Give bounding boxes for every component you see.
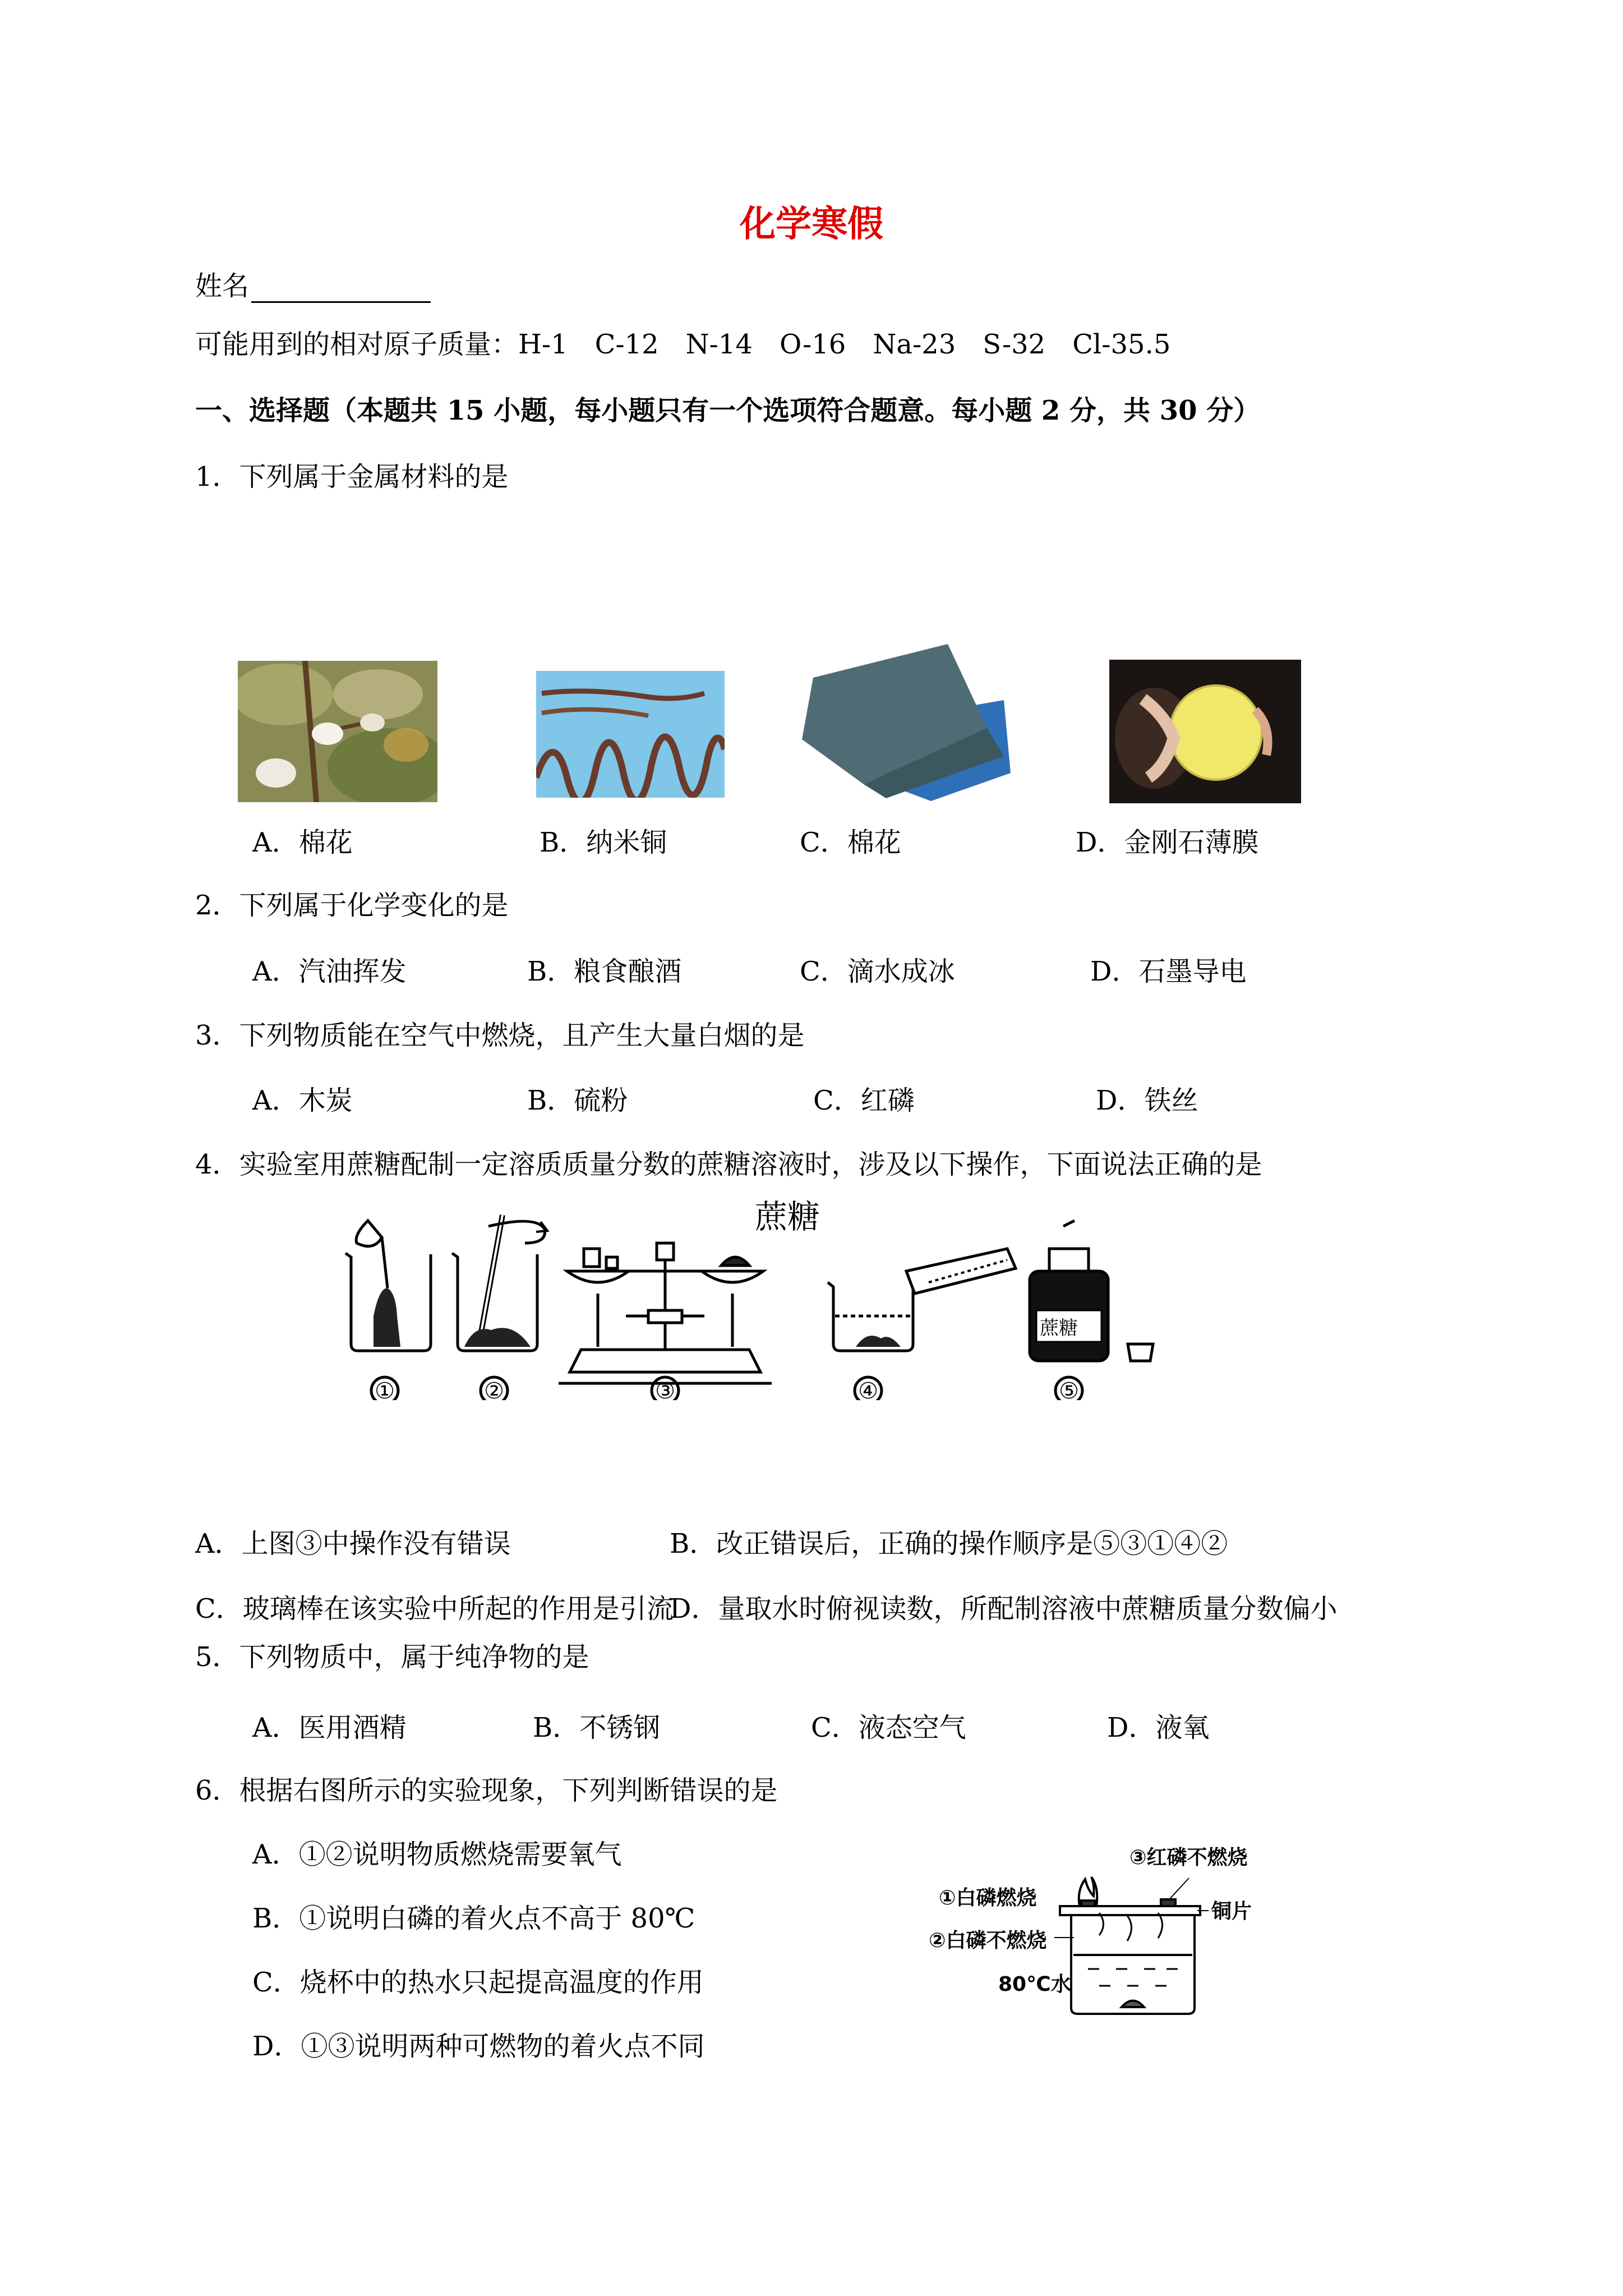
step-label-5: ⑤ <box>1059 1378 1079 1404</box>
q6-option-b[interactable]: B．①说明白磷的着火点不高于 80℃ <box>252 1903 695 1934</box>
q6-option-a[interactable]: A．①②说明物质燃烧需要氧气 <box>252 1839 622 1870</box>
question-1-stem: 1．下列属于金属材料的是 <box>195 461 509 493</box>
q2-option-b[interactable]: B．粮食酿酒 <box>527 956 682 987</box>
q1-option-a[interactable]: A．棉花 <box>252 827 353 858</box>
name-line <box>195 269 431 303</box>
step-label-1: ① <box>375 1378 395 1404</box>
q5-option-b[interactable]: B．不锈钢 <box>533 1712 661 1743</box>
sugar-label: 蔗糖 <box>755 1198 820 1236</box>
q3-option-d[interactable]: D．铁丝 <box>1096 1085 1198 1116</box>
beaker-2-icon <box>452 1215 547 1351</box>
q4-option-b[interactable]: B．改正错误后，正确的操作顺序是⑤③①④② <box>670 1528 1228 1559</box>
question-2-stem: 2．下列属于化学变化的是 <box>195 890 509 921</box>
step-label-2: ② <box>484 1378 504 1404</box>
q1-option-b[interactable]: B．纳米铜 <box>540 827 667 858</box>
q5-option-c[interactable]: C．液态空气 <box>811 1712 966 1743</box>
name-label: 姓名 <box>195 270 250 302</box>
q2-option-d[interactable]: D．石墨导电 <box>1090 956 1247 987</box>
q3-option-c[interactable]: C．红磷 <box>813 1085 915 1116</box>
q1-option-c[interactable]: C．棉花 <box>800 827 901 858</box>
step-label-3: ③ <box>655 1378 675 1404</box>
section-heading: 一、选择题（本题共 15 小题，每小题只有一个选项符合题意。每小题 2 分，共 30 分） <box>195 395 1261 426</box>
label-red-p-not-burning: ③红磷不燃烧 <box>1129 1846 1248 1869</box>
question-3-stem: 3．下列物质能在空气中燃烧，且产生大量白烟的是 <box>195 1020 805 1051</box>
question-5-stem: 5．下列物质中，属于纯净物的是 <box>195 1641 589 1673</box>
cotton-plant-photo <box>238 661 437 802</box>
fabric-photo <box>802 644 1011 806</box>
name-blank[interactable] <box>251 275 431 303</box>
bottle-label: 蔗糖 <box>1040 1317 1078 1340</box>
q5-option-a[interactable]: A．医用酒精 <box>252 1712 407 1743</box>
beaker-4-icon <box>828 1249 1016 1351</box>
label-80c-water: 80℃水 <box>998 1973 1071 1996</box>
step-label-4: ④ <box>858 1378 878 1404</box>
q6-option-d[interactable]: D．①③说明两种可燃物的着火点不同 <box>252 2031 705 2062</box>
page-title: 化学寒假 <box>740 203 883 245</box>
combustion-experiment-figure <box>1054 1857 1211 2019</box>
atomic-mass-line: 可能用到的相对原子质量：H-1 C-12 N-14 O-16 Na-23 S-32 Cl-35.5 <box>195 329 1171 360</box>
nano-copper-photo <box>536 671 725 798</box>
q6-option-c[interactable]: C．烧杯中的热水只起提高温度的作用 <box>252 1967 704 1998</box>
q2-option-c[interactable]: C．滴水成冰 <box>800 956 955 987</box>
label-copper-sheet: 铜片 <box>1211 1900 1252 1923</box>
q1-option-d[interactable]: D．金刚石薄膜 <box>1076 827 1259 858</box>
beaker-1-icon <box>345 1221 431 1351</box>
diamond-film-photo <box>1109 660 1301 803</box>
q2-option-a[interactable]: A．汽油挥发 <box>252 956 407 987</box>
sugar-bottle-icon <box>1030 1221 1153 1361</box>
q4-option-c[interactable]: C．玻璃棒在该实验中所起的作用是引流 <box>195 1593 674 1625</box>
label-white-p-burning: ①白磷燃烧 <box>939 1887 1037 1910</box>
q4-option-d[interactable]: D．量取水时俯视读数，所配制溶液中蔗糖质量分数偏小 <box>670 1593 1338 1625</box>
q4-option-a[interactable]: A．上图③中操作没有错误 <box>195 1528 511 1559</box>
q3-option-a[interactable]: A．木炭 <box>252 1085 353 1116</box>
balance-icon <box>559 1243 772 1383</box>
question-4-stem: 4．实验室用蔗糖配制一定溶质质量分数的蔗糖溶液时，涉及以下操作，下面说法正确的是 <box>195 1149 1262 1180</box>
label-white-p-not-burning: ②白磷不燃烧 <box>929 1929 1047 1952</box>
q3-option-b[interactable]: B．硫粉 <box>527 1085 628 1116</box>
q5-option-d[interactable]: D．液氧 <box>1107 1712 1210 1743</box>
solution-prep-figure <box>334 1204 1170 1400</box>
question-6-stem: 6．根据右图所示的实验现象，下列判断错误的是 <box>195 1775 778 1806</box>
